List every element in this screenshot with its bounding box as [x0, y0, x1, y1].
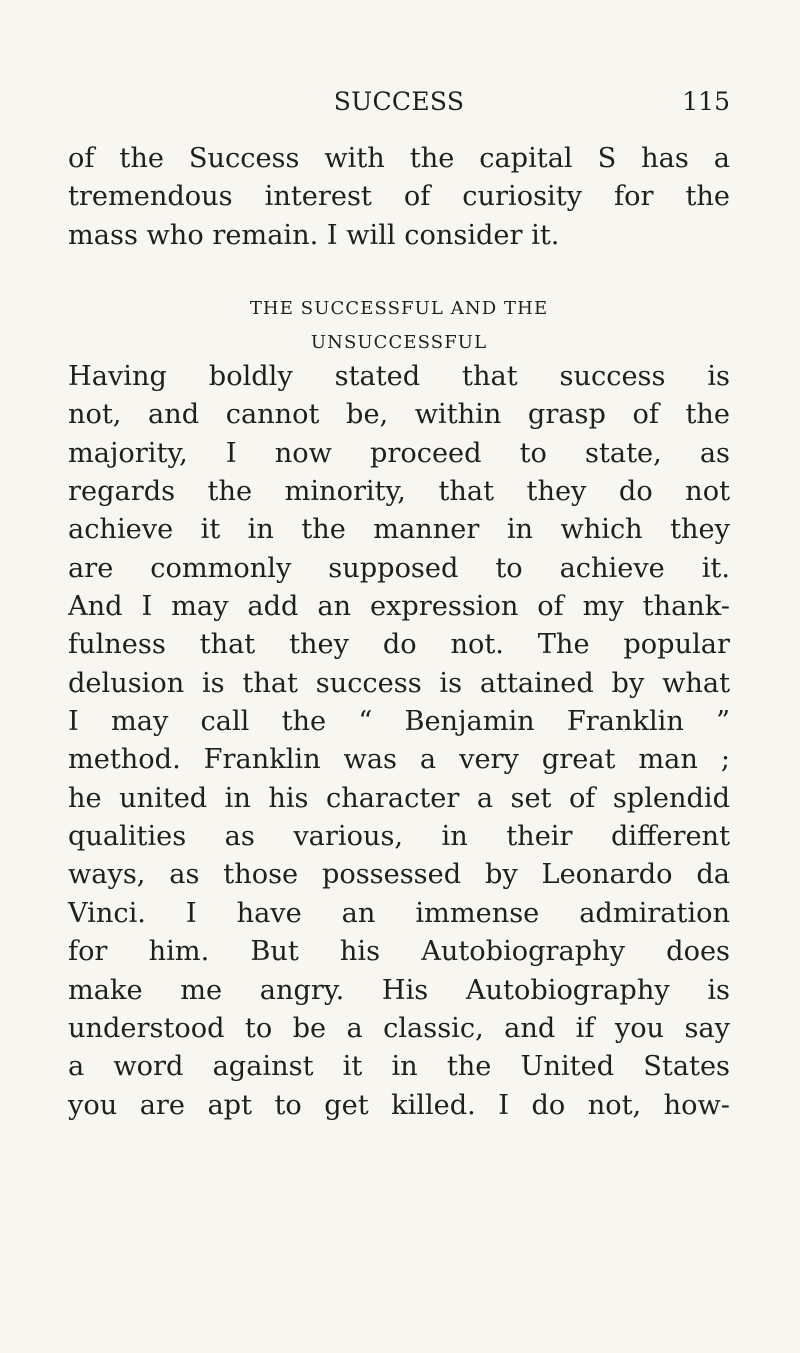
text-line: And I may add an expression of my thank-	[68, 591, 730, 623]
text-line: are commonly supposed to achieve it.	[68, 552, 730, 584]
text-line: for him. But his Autobiography does	[68, 936, 730, 968]
text-line: achieve it in the manner in which they	[68, 514, 730, 546]
page-number: 115	[682, 87, 730, 116]
running-title: SUCCESS	[333, 87, 465, 116]
text-line: ways, as those possessed by Leonardo da	[68, 859, 730, 891]
text-line: regards the minority, that they do not	[68, 476, 730, 508]
text-line: fulness that they do not. The popular	[68, 629, 730, 661]
text-line: he united in his character a set of splendid	[68, 782, 730, 814]
text-line: not, and cannot be, within grasp of the	[68, 399, 730, 431]
text-line: a word against it in the United States	[68, 1051, 730, 1083]
text-line: of the Success with the capital S has a	[68, 143, 730, 174]
section-heading-line: THE SUCCESSFUL AND THE	[249, 298, 549, 319]
text-line: you are apt to get killed. I do not, how-	[68, 1089, 730, 1121]
text-line: make me angry. His Autobiography is	[68, 974, 730, 1006]
text-line: I may call the “ Benjamin Franklin ”	[68, 706, 730, 738]
running-header	[68, 84, 730, 120]
text-line: tremendous interest of curiosity for the	[68, 181, 730, 213]
section-heading-line: UNSUCCESSFUL	[310, 332, 488, 353]
text-line: Vinci. I have an immense admiration	[68, 897, 730, 929]
text-line: mass who remain. I will consider it.	[68, 219, 560, 251]
text-line: Having boldly stated that success is	[68, 361, 730, 392]
text-line: method. Franklin was a very great man ;	[68, 744, 730, 776]
text-line: understood to be a classic, and if you say	[68, 1012, 730, 1044]
opening-paragraph	[68, 140, 730, 255]
section-heading	[68, 292, 730, 360]
text-line: majority, I now proceed to state, as	[68, 437, 730, 469]
text-line: delusion is that success is attained by what	[68, 667, 730, 699]
text-line: qualities as various, in their different	[68, 821, 730, 853]
main-paragraph	[68, 358, 730, 1125]
